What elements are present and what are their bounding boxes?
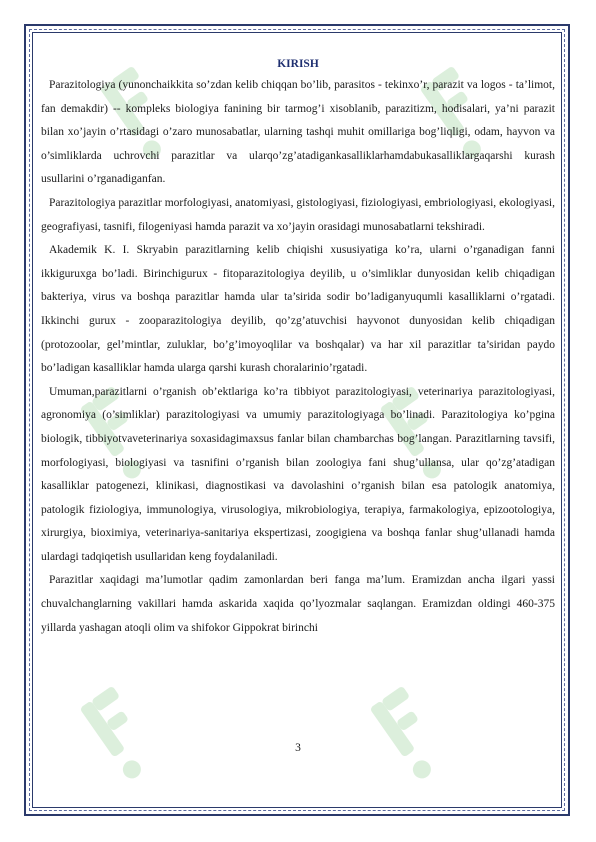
paragraph-skryabin: Akademik K. I. Skryabin parazitlarning kelib chiqishi xususiyatiga ko’ra, ularni o’rganadigan fanni ikkiguruxga bo’ladi. Birinchigurux - fitoparazitologiya deyilib, u o’simliklar dunyosidan kelib chiqadigan bakteriya, virus va boshqa parazitlar hamda ular ta’sirida sodir bo’ladiganyuqumli kasalliklarni o’rgatadi. Ikkinchi gurux - zooparazitologiya deyilib, qo’zg’atuvchisi hayvonot dunyosidan kelib chiqadigan (protozoolar, gel’mintlar, zuluklar, bo’g’imoyoqlilar va boshqalar) va har xil parazitlar ta’siridan paydo bo’ladigan kasalliklar hamda ularga qarshi kurash choralarinio’rgatadi. (41, 244, 555, 375)
paragraph-scope: Parazitologiya parazitlar morfologiyasi, anatomiyasi, gistologiyasi, fiziologiyasi, embriologiyasi, ekologiyasi, geografiyasi, tasnifi, filogeniyasi hamda parazit va xo’jayin orasidagi munosabatlarni tekshiradi. (41, 196, 555, 233)
document-body (41, 56, 555, 640)
paragraph-intro: Parazitologiya (yunonchaikkita so’zdan kelib chiqqan bo’lib, parasitos - tekinxo’r, parazit va logos - ta’limot, fan demakdir) -- kompleks biologiya fanining bir tarmog’i xisoblanib, parazitizm, hodisalari, ya’ni parazit bilan xo’jayin o’rtasidagi o’zaro munosabatlar, ularning tashqi muhit omillariga bog’liqligi, odam, hayvon va o’simliklarda uchrovchi parazitlar va ularqo’zg’atadigankasalliklarhamdabukasalliklargaqarshi kurash usullarini o’rganadiganfan. (41, 79, 555, 186)
watermark-logo-icon (370, 680, 450, 790)
paragraph-branches: Umuman,parazitlarni o’rganish ob’ektlariga ko’ra tibbiyot parazitologiyasi, veterinariya parazitologiyasi, agronomiya (o’simliklar) parazitologiyasi va umumiy parazitologiyaga bo’linadi. Parazitologiya ko’pgina biologik, tibbiyotvaveterinariya soxasidagimaxsus fanlar bilan chambarchas bog’langan. Parazitlarning tavsifi, morfologiyasi, biologiyasi va tasnifini o’rganish bilan zoologiya fani shug’ullansa, ular qo’zg’atadigan kasalliklar patogenezi, klinikasi, diagnostikasi va davolashini o’rganish bilan esa patologik anatomiya, patologik fiziologiya, immunologiya, virusologiya, mikrobiologiya, terapiya, farmakologiya, epizootologiya, xirurgiya, bioximiya, veterinariya-sanitariya ekspertizasi, zoogigiena va boshqa fanlar shug’ullanadi hamda ulardagi tadqiqetish usullaridan keng foydalaniladi. (41, 385, 555, 563)
page-number: 3 (295, 742, 301, 754)
watermark-logo-icon (80, 680, 160, 790)
section-title: KIRISH (277, 58, 319, 70)
paragraph-history: Parazitlar xaqidagi ma’lumotlar qadim zamonlardan beri fanga ma’lum. Eramizdan ancha ilgari yassi chuvalchanglarning vakillari hamda askarida xaqida qo’lyozmalar saqlangan. Eramizdan oldingi 460-375 yillarda yashagan atoqli olim va shifokor Gippokrat birinchi (41, 574, 555, 634)
